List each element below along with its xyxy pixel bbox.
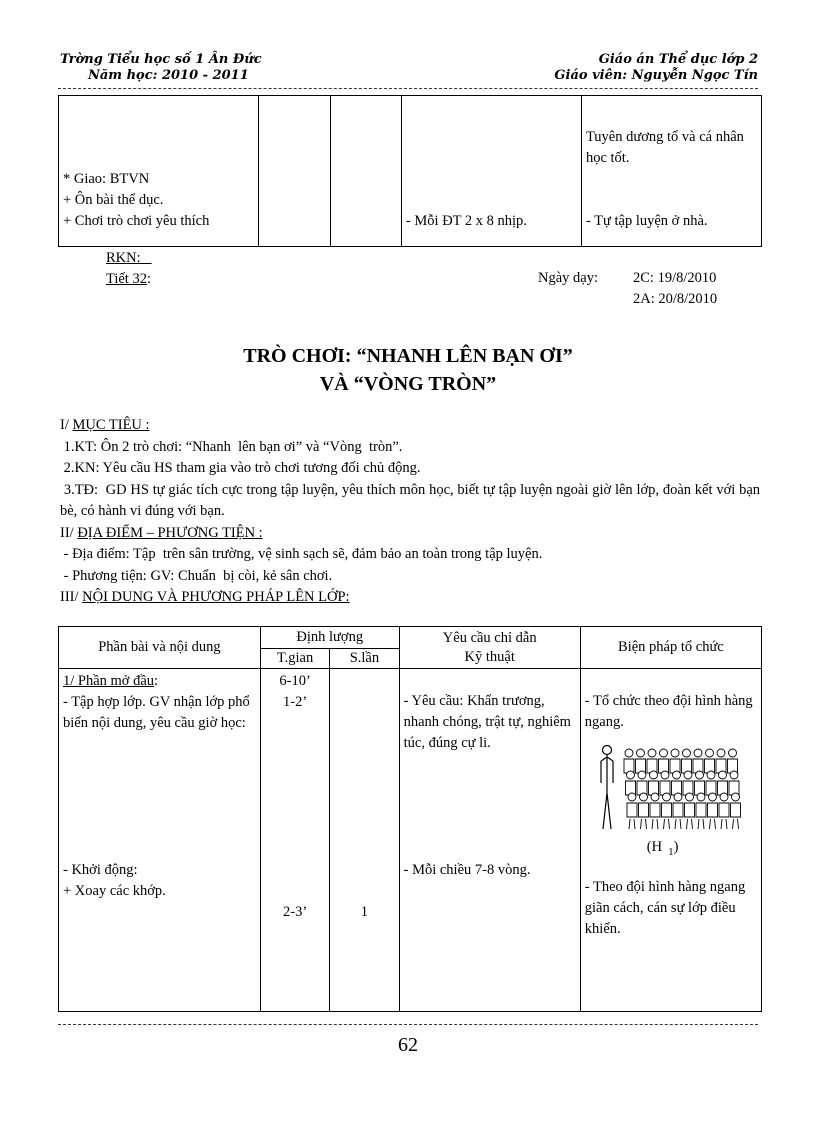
student-legs bbox=[663, 819, 669, 829]
header-part: Phần bài và nội dung bbox=[59, 627, 261, 669]
place-title: ĐỊA ĐIỂM – PHƯƠNG TIỆN bbox=[77, 524, 259, 541]
method-2: - Theo đội hình hàng ngang giãn cách, cán sự lớp điều khiển. bbox=[584, 878, 746, 937]
student-head bbox=[648, 749, 656, 757]
title-line-2: VÀ “VÒNG TRÒN” bbox=[319, 373, 497, 395]
page-title bbox=[0, 342, 816, 398]
student-legs bbox=[721, 819, 727, 829]
student-head bbox=[685, 793, 693, 801]
footer-divider bbox=[58, 1024, 758, 1025]
student-head bbox=[639, 793, 647, 801]
student-body bbox=[707, 803, 717, 817]
place-item: - Địa điểm: Tập trên sân trường, vệ sinh sạch sẽ, đảm bảo an toàn trong tập luyện. bbox=[60, 546, 543, 562]
student-head bbox=[628, 793, 636, 801]
content-cell bbox=[59, 669, 261, 1012]
place-colon: : bbox=[258, 524, 263, 541]
section-number: II/ bbox=[60, 524, 78, 541]
student-legs bbox=[652, 819, 658, 829]
student-head bbox=[661, 771, 669, 779]
header-method: Biện pháp tổ chức bbox=[580, 627, 761, 669]
praise-text: Tuyên dương tổ và cá nhân học tốt. bbox=[585, 129, 744, 166]
method-cell bbox=[580, 669, 761, 1012]
student-legs bbox=[698, 819, 704, 829]
figure-sub: 1 bbox=[668, 845, 674, 858]
figure-label: (H bbox=[646, 839, 663, 855]
lesson-table bbox=[58, 626, 762, 1012]
objective-item: 3.TĐ: GD HS tự giác tích cực trong tập luyện, yêu thích môn học, biết tự tập luyện ngoài giờ lên lớp, đoàn kết với bạn bè, có hành vi đúng với bạn. bbox=[60, 481, 764, 519]
warmup-label: - Khởi động: bbox=[63, 862, 138, 878]
school-name: Trờng Tiểu học số 1 Ân Đức bbox=[60, 52, 262, 67]
teacher-name: Giáo viên: Nguyễn Ngọc Tín bbox=[554, 68, 758, 83]
intro-title: 1/ Phần mở đầu bbox=[63, 673, 155, 689]
lesson-body bbox=[60, 415, 764, 609]
page-number: 62 bbox=[398, 1034, 418, 1056]
student-head bbox=[636, 749, 644, 757]
objective-item: 2.KN: Yêu cầu HS tham gia vào trò chơi tương đối chủ động. bbox=[60, 460, 421, 476]
student-legs bbox=[640, 819, 646, 829]
requirements-cell bbox=[399, 669, 580, 1012]
student-head bbox=[684, 771, 692, 779]
teacher-figure bbox=[601, 746, 613, 830]
figure-caption bbox=[585, 837, 757, 863]
header-reps: S.lần bbox=[330, 649, 399, 669]
method-cell bbox=[581, 96, 761, 247]
student-head bbox=[705, 749, 713, 757]
place-heading bbox=[60, 523, 760, 545]
time-cell-empty bbox=[259, 96, 330, 247]
student-body bbox=[684, 803, 694, 817]
student-body bbox=[730, 803, 740, 817]
student-legs bbox=[675, 819, 681, 829]
objectives-colon: : bbox=[145, 417, 150, 433]
rkn-label: RKN: bbox=[106, 250, 152, 266]
objectives-title: MỤC TIÊU bbox=[72, 417, 146, 433]
student-head bbox=[625, 749, 633, 757]
student-head bbox=[682, 749, 690, 757]
student-head bbox=[649, 771, 657, 779]
student-head bbox=[717, 749, 725, 757]
student-head bbox=[651, 793, 659, 801]
content-heading bbox=[60, 587, 760, 609]
header-req-line: Yêu cầu chỉ dẫn bbox=[442, 629, 537, 646]
student-head bbox=[731, 793, 739, 801]
student-head bbox=[659, 749, 667, 757]
req-1: - Yêu cầu: Khẩn trương, nhanh chóng, trật tự, nghiêm túc, đúng cự li. bbox=[403, 693, 571, 751]
date-2c: 2C: 19/8/2010 bbox=[633, 270, 717, 286]
student-head bbox=[707, 771, 715, 779]
time-2: 2-3’ bbox=[282, 904, 308, 920]
period-label: Tiết 32 bbox=[106, 271, 147, 287]
student-head bbox=[694, 749, 702, 757]
homework-cell bbox=[59, 96, 259, 247]
reps-cell bbox=[330, 669, 399, 1012]
school-year: Năm học: 2010 - 2011 bbox=[88, 68, 249, 83]
joints-label: + Xoay các khớp. bbox=[63, 883, 166, 899]
header-right bbox=[554, 52, 758, 84]
subject-title: Giáo án Thể dục lớp 2 bbox=[598, 52, 758, 67]
student-legs bbox=[686, 819, 692, 829]
section-number: III/ bbox=[60, 589, 83, 605]
student-body bbox=[661, 803, 671, 817]
header-time: T.gian bbox=[260, 649, 329, 669]
student-head bbox=[728, 749, 736, 757]
top-table bbox=[58, 95, 762, 247]
student-rows bbox=[624, 749, 741, 829]
section-number: I/ bbox=[60, 417, 73, 433]
intro-colon: : bbox=[154, 673, 159, 689]
header-requirements bbox=[399, 627, 580, 669]
student-head bbox=[708, 793, 716, 801]
date-label: Ngày dạy: bbox=[538, 270, 598, 286]
student-head bbox=[718, 771, 726, 779]
req-2: - Mỗi chiều 7-8 vòng. bbox=[403, 862, 531, 878]
student-legs bbox=[709, 819, 715, 829]
intro-heading bbox=[63, 671, 256, 692]
period-colon: : bbox=[146, 271, 151, 287]
content-colon: : bbox=[345, 589, 350, 605]
student-body bbox=[673, 803, 683, 817]
reps-cell-empty bbox=[330, 96, 401, 247]
student-legs bbox=[629, 819, 635, 829]
homework-line: + Ôn bài thể dục. bbox=[63, 192, 164, 208]
formation-figure bbox=[599, 743, 745, 831]
objectives-heading bbox=[60, 415, 760, 437]
student-head bbox=[730, 771, 738, 779]
time-total: 6-10’ bbox=[279, 673, 311, 689]
homework-line: + Chơi trò chơi yêu thích bbox=[63, 213, 210, 229]
method-1: - Tổ chức theo đội hình hàng ngang. bbox=[584, 693, 753, 730]
student-body bbox=[627, 803, 637, 817]
title-line-1: TRÒ CHƠI: “NHANH LÊN BẠN ƠI” bbox=[243, 345, 573, 367]
student-head bbox=[672, 771, 680, 779]
place-item: - Phương tiện: GV: Chuẩn bị còi, kẻ sân chơi. bbox=[60, 567, 333, 584]
lesson-meta bbox=[106, 248, 152, 290]
header-dosage: Định lượng bbox=[260, 627, 399, 649]
header-left bbox=[60, 52, 262, 84]
student-head bbox=[695, 771, 703, 779]
student-head bbox=[638, 771, 646, 779]
student-body bbox=[696, 803, 706, 817]
reps-2: 1 bbox=[360, 904, 369, 920]
objective-item: 1.KT: Ôn 2 trò chơi: “Nhanh lên bạn ơi” và “Vòng tròn”. bbox=[60, 438, 403, 455]
date-2a: 2A: 20/8/2010 bbox=[633, 291, 718, 307]
homework-line: * Giao: BTVN bbox=[63, 171, 150, 187]
student-head bbox=[674, 793, 682, 801]
date-list bbox=[633, 268, 717, 310]
method-text: - Tự tập luyện ở nhà. bbox=[585, 213, 708, 229]
header-req-line: Kỹ thuật bbox=[464, 648, 515, 665]
student-body bbox=[650, 803, 660, 817]
dosage-cell: - Mỗi ĐT 2 x 8 nhịp. bbox=[401, 96, 581, 247]
student-head bbox=[626, 771, 634, 779]
time-1: 1-2’ bbox=[282, 694, 308, 710]
figure-close: ) bbox=[673, 839, 679, 855]
student-head bbox=[720, 793, 728, 801]
student-head bbox=[671, 749, 679, 757]
content-title: NỘI DUNG VÀ PHƯƠNG PHÁP LÊN LỚP bbox=[82, 589, 346, 605]
student-head bbox=[697, 793, 705, 801]
student-legs bbox=[732, 819, 738, 829]
student-head bbox=[662, 793, 670, 801]
intro-desc: - Tập hợp lớp. GV nhận lớp phổ biến nội dung, yêu cầu giờ học: bbox=[63, 694, 250, 731]
student-body bbox=[638, 803, 648, 817]
header-divider bbox=[58, 88, 758, 89]
time-cell bbox=[260, 669, 329, 1012]
student-body bbox=[719, 803, 729, 817]
